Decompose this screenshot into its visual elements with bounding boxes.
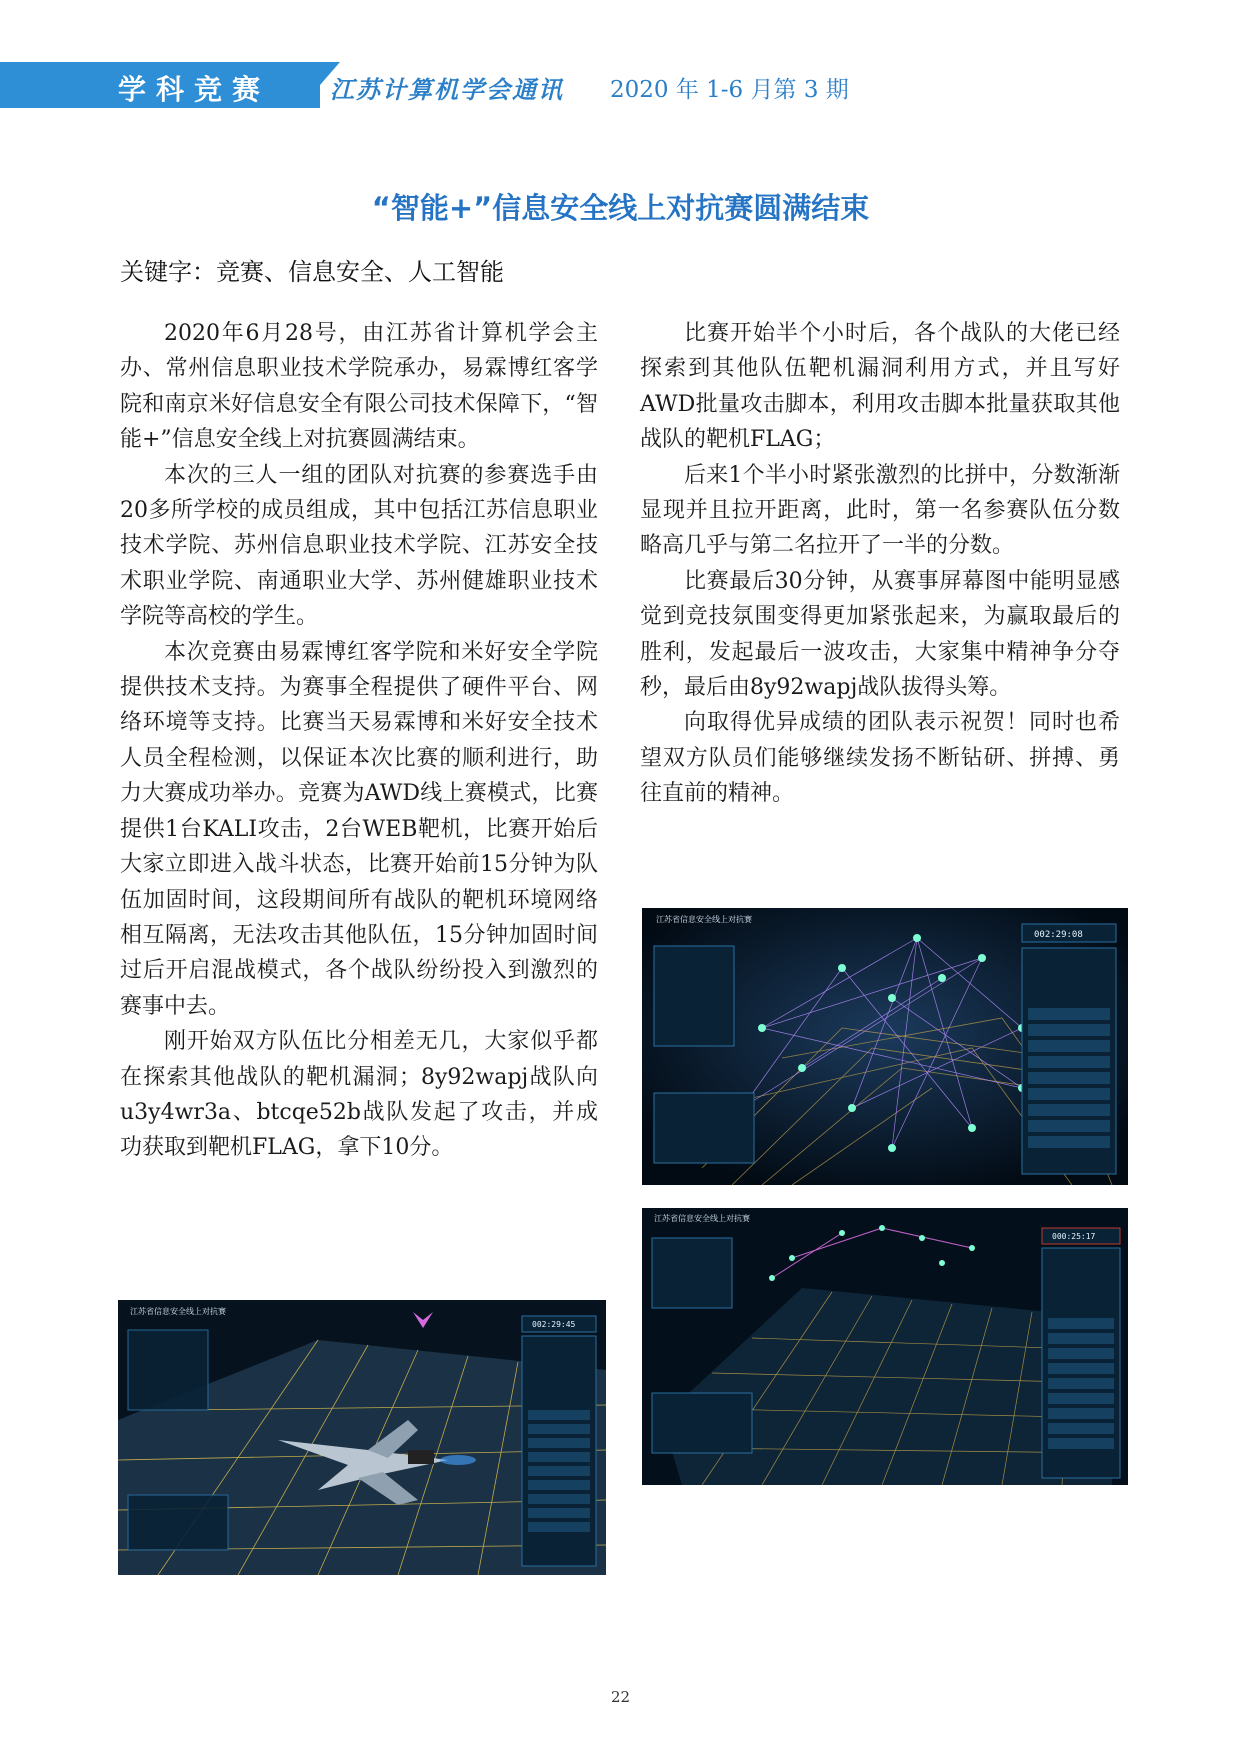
paragraph: 本次竞赛由易霖博红客学院和米好安全学院提供技术支持。为赛事全程提供了硬件平台、网络环境等支持。比赛当天易霖博和米好安全技术人员全程检测，以保证本次比赛的顺利进行，助力大赛成功举办。竞赛为AWD线上赛模式，比赛提供1台KALI攻击，2台WEB靶机，比赛开始后大家立即进入战斗状态，比赛开始前15分钟为队伍加固时间，这段期间所有战队的靶机环境网络相互隔离，无法攻击其他队伍，15分钟加固时间过后开启混战模式，各个战队纷纷投入到激烈的赛事中去。 [120, 639, 598, 1019]
screen-title: 江苏省信息安全线上对抗赛 [654, 1214, 750, 1223]
screen-timer: 000:25:17 [1052, 1232, 1096, 1241]
screen-graphic [642, 1208, 1128, 1485]
paragraph: 后来1个半小时紧张激烈的比拼中，分数渐渐显现并且拉开距离，此时，第一名参赛队伍分数略高几乎与第二名拉开了一半的分数。 [640, 462, 1120, 559]
section-label: 学科竞赛 [118, 73, 271, 106]
screen-graphic [118, 1300, 606, 1575]
screen-timer: 002:29:45 [532, 1320, 576, 1329]
journal-name: 江苏计算机学会通讯 [330, 75, 564, 104]
article-title: “智能+”信息安全线上对抗赛圆满结束 [371, 191, 870, 225]
screen-title: 江苏省信息安全线上对抗赛 [656, 915, 752, 924]
screen-graphic [642, 908, 1128, 1185]
paragraph: 本次的三人一组的团队对抗赛的参赛选手由20多所学校的成员组成，其中包括江苏信息职业技术学院、苏州信息职业技术学院、江苏安全技术职业学院、南通职业大学、苏州健雄职业技术学院等高校的学生。 [120, 462, 598, 630]
left-column [120, 316, 598, 1166]
screenshot-attack-network [642, 908, 1128, 1185]
paragraph: 比赛开始半个小时后，各个战队的大佬已经探索到其他队伍靶机漏洞利用方式，并且写好AWD批量攻击脚本，利用攻击脚本批量获取其他战队的靶机FLAG； [640, 321, 1120, 453]
article-keywords: 关键字：竞赛、信息安全、人工智能 [120, 258, 504, 286]
page-header [0, 62, 1241, 108]
paragraph: 向取得优异成绩的团队表示祝贺！同时也希望双方队员们能够继续发扬不断钻研、拼搏、勇往直前的精神。 [640, 710, 1120, 807]
screen-title: 江苏省信息安全线上对抗赛 [130, 1307, 226, 1316]
page-number: 22 [610, 1688, 631, 1706]
issue-label: 2020 年 1-6 月第 3 期 [610, 77, 849, 103]
paragraph: 2020年6月28号，由江苏省计算机学会主办、常州信息职业技术学院承办，易霖博红客学院和南京米好信息安全有限公司技术保障下，“智能+”信息安全线上对抗赛圆满结束。 [120, 321, 598, 453]
screenshot-jet-city [118, 1300, 606, 1575]
paragraph: 刚开始双方队伍比分相差无几，大家似乎都在探索其他战队的靶机漏洞；8y92wapj战队向u3y4wr3a、btcqe52b战队发起了攻击，并成功获取到靶机FLAG，拿下10分。 [120, 1029, 598, 1161]
screen-timer: 002:29:08 [1034, 930, 1083, 940]
right-column [640, 316, 1120, 812]
screenshot-city-grid [642, 1208, 1128, 1485]
paragraph: 比赛最后30分钟，从赛事屏幕图中能明显感觉到竞技氛围变得更加紧张起来，为赢取最后的胜利，发起最后一波攻击，大家集中精神争分夺秒，最后由8y92wapj战队拔得头筹。 [640, 568, 1120, 701]
